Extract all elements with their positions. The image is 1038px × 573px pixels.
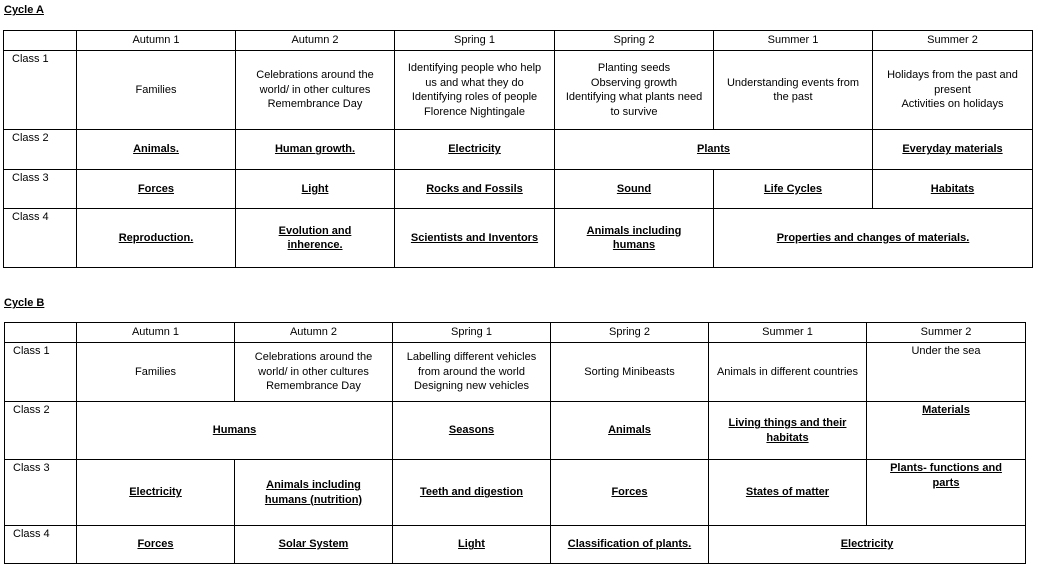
topic-cell [235,343,393,402]
topic-cell [551,460,709,526]
topic-cell [236,209,395,268]
topic-cell [714,51,873,130]
term-header-autumn-1: Autumn 1 [77,31,236,51]
header-corner-cell [5,323,77,343]
topic-cell [867,343,1026,402]
topic-text-line: Scientists and Inventors [410,231,539,244]
topic-text-line: Animals including [586,224,682,237]
topic-text-line: States of matter [745,486,830,499]
row-label-class-1: Class 1 [5,343,77,402]
topic-cell [395,51,555,130]
table-row [4,51,1033,130]
topic-text-line: us and what they do [425,76,524,89]
row-label-class-2: Class 2 [5,402,77,460]
topic-text-line: Designing new vehicles [414,380,529,393]
table-row [4,130,1033,170]
topic-text-line: Teeth and digestion [419,486,524,499]
topic-text-line: inherence. [287,239,343,251]
term-header-autumn-2: Autumn 2 [235,323,393,343]
topic-cell [77,51,236,130]
topic-cell [714,209,1033,268]
topic-text-line: Animals including [266,479,361,491]
topic-text-line: Activities on holidays [901,98,1004,111]
table-row [4,209,1033,268]
topic-text-line: Planting seeds [597,62,671,74]
topic-cell [867,402,1026,460]
table-row [5,343,1026,402]
topic-cell [555,170,714,209]
cycle-b-table [4,322,1026,564]
term-header-spring-2: Spring 2 [551,323,709,343]
cycle-b-header-row [5,323,1026,343]
header-corner-cell [4,31,77,51]
cycle-a-title: Cycle A [4,4,44,16]
topic-cell [709,402,867,460]
topic-text-line: Animals. [133,143,179,156]
topic-text-line: Life Cycles [763,182,823,195]
row-label-class-4: Class 4 [4,209,77,268]
term-header-spring-1: Spring 1 [393,323,551,343]
cycle-a-table [3,30,1033,268]
topic-text-line: to survive [610,105,658,118]
topic-cell [236,170,395,209]
topic-text-line: Animals [608,424,651,437]
topic-text-line: Families [135,83,177,96]
table-row [5,526,1026,564]
topic-text-line: Properties and changes of materials. [776,231,970,244]
topic-text-line: Light [301,182,329,195]
topic-cell [77,460,235,526]
topic-text-line: Solar System [278,538,349,551]
topic-text-line: from around the world [418,365,525,378]
topic-text-line: Families [135,365,176,378]
row-label-class-3: Class 3 [4,170,77,209]
topic-text-line: Seasons [448,424,495,437]
topic-text-line: Classification of plants. [567,538,692,551]
topic-cell [551,343,709,402]
topic-text-line: habitats [766,431,809,444]
topic-cell [709,460,867,526]
topic-text-line: Celebrations around the [254,351,373,364]
topic-text-line: Living things and their [728,417,847,429]
topic-text-line: Forces [137,538,174,551]
topic-text-line: Materials [922,404,970,416]
topic-text-line: Evolution and [278,224,352,237]
topic-text-line: parts [932,476,960,489]
topic-cell [235,460,393,526]
topic-cell [873,170,1033,209]
topic-text-line: Identifying roles of people [411,91,538,103]
topic-cell [236,51,395,130]
topic-text-line: Light [458,538,485,551]
term-header-autumn-2: Autumn 2 [236,31,395,51]
topic-text-line: Everyday materials [902,143,1003,156]
topic-text-line: Animals in different countries [716,365,859,378]
term-header-summer-1: Summer 1 [709,323,867,343]
term-header-spring-2: Spring 2 [555,31,714,51]
topic-text-line: Florence Nightingale [424,105,525,118]
topic-cell [551,402,709,460]
topic-text-line: Human growth. [274,143,356,156]
topic-cell [393,402,551,460]
topic-text-line: Plants- functions and [890,462,1002,474]
topic-cell [77,209,236,268]
topic-cell [551,526,709,564]
cycle-a-header-row [4,31,1033,51]
row-label-class-1: Class 1 [4,51,77,130]
topic-text-line: Sorting Minibeasts [584,365,675,378]
topic-text-line: Identifying people who help [407,62,542,74]
topic-text-line: Remembrance Day [267,98,363,111]
topic-text-line: Plants [696,143,730,156]
topic-text-line: Observing growth [590,76,678,89]
term-header-summer-2: Summer 2 [867,323,1026,343]
topic-cell [77,130,236,170]
term-header-spring-1: Spring 1 [395,31,555,51]
topic-text-line: world/ in other cultures [259,83,371,96]
topic-cell [77,402,393,460]
table-row [5,402,1026,460]
topic-text-line: humans [612,239,656,251]
term-header-summer-2: Summer 2 [873,31,1033,51]
topic-text-line: Humans [212,424,257,437]
term-header-summer-1: Summer 1 [714,31,873,51]
topic-cell [873,51,1033,130]
table-row [4,170,1033,209]
term-header-autumn-1: Autumn 1 [77,323,235,343]
topic-cell [395,130,555,170]
topic-cell [714,170,873,209]
topic-text-line: Sound [616,182,652,195]
topic-text-line: Understanding events from [726,76,860,89]
topic-cell [393,526,551,564]
topic-text-line: Under the sea [911,345,981,357]
topic-cell [867,460,1026,526]
topic-text-line: Rocks and Fossils [426,182,523,195]
topic-text-line: Forces [611,486,648,499]
topic-cell [393,343,551,402]
topic-cell [555,209,714,268]
topic-text-line: humans (nutrition) [264,493,363,506]
topic-cell [709,526,1026,564]
table-row [5,460,1026,526]
topic-cell [77,526,235,564]
topic-text-line: Electricity [840,538,894,551]
topic-text-line: present [934,83,971,96]
topic-cell [709,343,867,402]
cycle-b-title: Cycle B [4,297,45,309]
row-label-class-4: Class 4 [5,526,77,564]
topic-cell [77,170,236,209]
topic-cell [873,130,1033,170]
topic-text-line: Labelling different vehicles [406,351,537,364]
row-label-class-2: Class 2 [4,130,77,170]
topic-cell [555,130,873,170]
topic-text-line: world/ in other cultures [258,365,369,378]
topic-text-line: Remembrance Day [266,380,361,393]
topic-text-line: Reproduction. [118,231,194,244]
topic-text-line: Holidays from the past and [887,69,1018,82]
topic-cell [235,526,393,564]
topic-text-line: Identifying what plants need [565,91,703,103]
topic-text-line: Forces [137,182,175,195]
topic-cell [395,209,555,268]
topic-text-line: Celebrations around the [256,69,374,82]
topic-text-line: Electricity [129,486,182,499]
topic-text-line: Electricity [448,143,501,156]
topic-cell [395,170,555,209]
topic-cell [555,51,714,130]
topic-cell [393,460,551,526]
topic-text-line: the past [773,91,813,103]
topic-cell [236,130,395,170]
row-label-class-3: Class 3 [5,460,77,526]
topic-text-line: Habitats [930,182,975,195]
topic-cell [77,343,235,402]
